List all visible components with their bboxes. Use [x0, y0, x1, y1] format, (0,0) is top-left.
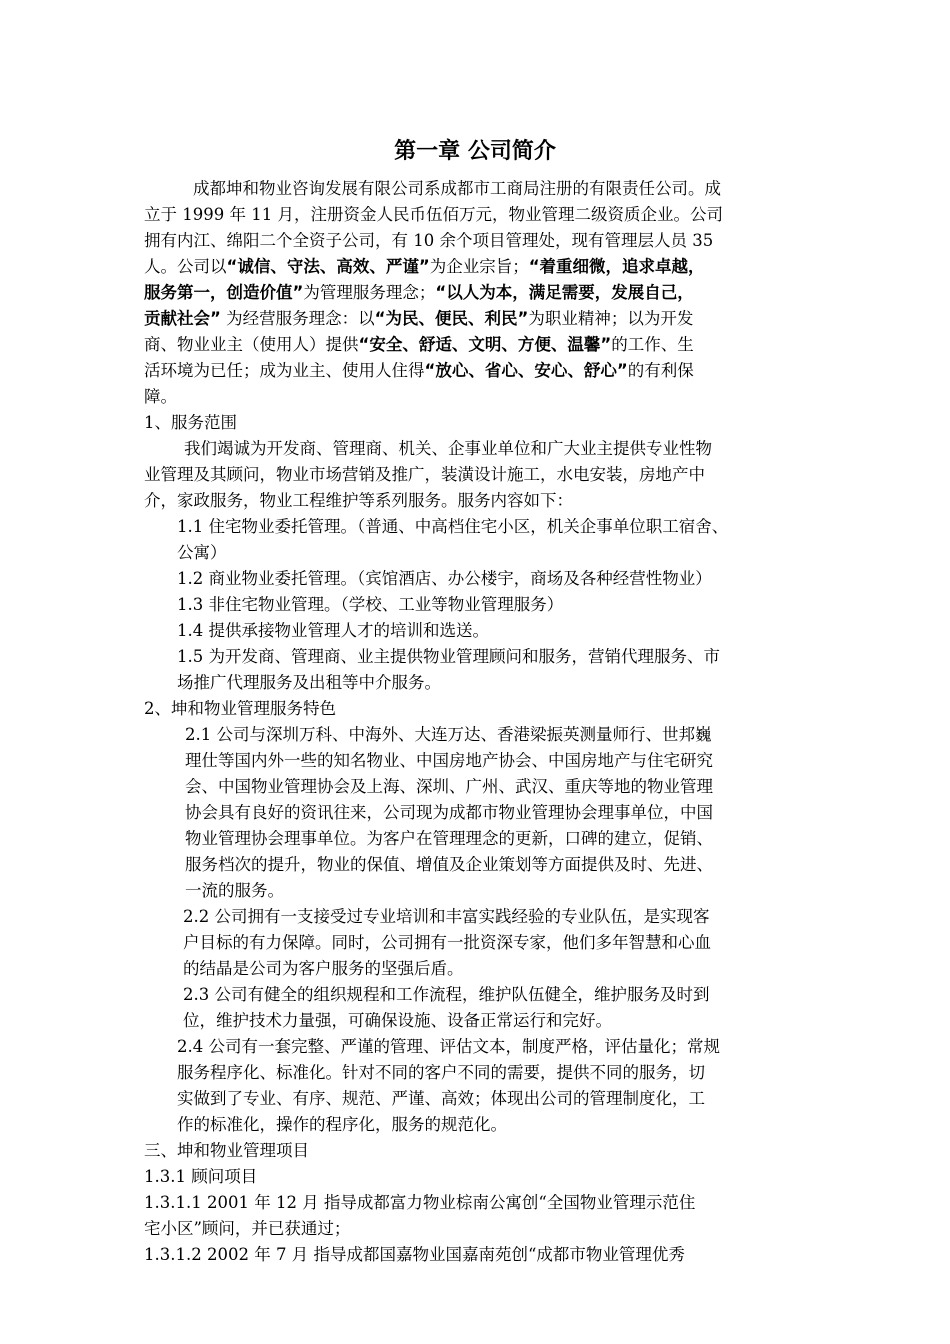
list-item: 一流的服务。 — [185, 881, 284, 900]
intro-line — [144, 359, 694, 383]
section-text: 介，家政服务，物业工程维护等系列服务。服务内容如下： — [144, 491, 573, 510]
list-item: 协会具有良好的资讯往来，公司现为成都市物业管理协会理事单位，中国 — [185, 803, 713, 822]
list-item: 1.3 非住宅物业管理。（学校、工业等物业管理服务） — [177, 595, 564, 614]
intro-line — [144, 255, 705, 279]
list-item: 服务程序化、标准化。针对不同的客户不同的需要，提供不同的服务，切 — [177, 1063, 705, 1082]
intro-text: 商、物业业主（使用人）提供 — [144, 335, 359, 354]
intro-line — [144, 281, 694, 305]
intro-text: 人。公司以 — [144, 257, 227, 276]
list-item: 公寓） — [177, 543, 227, 562]
resident-goal: “放心、省心、安心、舒心” — [424, 361, 628, 380]
project-entry: 1.3.1.2 2002 年 7 月 指导成都国嘉物业国嘉南苑创“成都市物业管理优秀 — [144, 1245, 685, 1264]
intro-line: 立于 1999 年 11 月，注册资金人民币伍佰万元，物业管理二级资质企业。公司 — [144, 205, 723, 224]
list-item: 物业管理协会理事单位。为客户在管理理念的更新，口碑的建立，促销、 — [185, 829, 713, 848]
section-heading: 2、坤和物业管理服务特色 — [144, 699, 336, 718]
company-motto: “诚信、守法、高效、严谨” — [226, 257, 430, 276]
list-item: 实做到了专业、有序、规范、严谨、高效；体现出公司的管理制度化，工 — [177, 1089, 705, 1108]
page-title: 第一章 公司简介 — [394, 139, 556, 164]
list-item: 场推广代理服务及出租等中介服务。 — [177, 673, 441, 692]
subsection-heading: 1.3.1 顾问项目 — [144, 1167, 258, 1186]
project-entry: 1.3.1.1 2001 年 12 月 指导成都富力物业棕南公寓创“全国物业管理示范住 — [144, 1193, 696, 1212]
list-item: 1.1 住宅物业委托管理。（普通、中高档住宅小区，机关企事单位职工宿舍、 — [177, 517, 729, 536]
intro-text: 的工作、生 — [611, 335, 694, 354]
intro-text: 的有利保 — [627, 361, 694, 380]
management-concept: 服务第一，创造价值” — [144, 283, 304, 302]
list-item: 理仕等国内外一些的知名物业、中国房地产协会、中国房地产与住宅研究 — [185, 751, 713, 770]
list-item: 2.3 公司有健全的组织规程和工作流程，维护队伍健全，维护服务及时到 — [183, 985, 710, 1004]
business-concept: 贡献社会” — [144, 309, 221, 328]
intro-line — [144, 307, 693, 331]
list-item: 2.2 公司拥有一支接受过专业培训和丰富实践经验的专业队伍，是实现客 — [183, 907, 710, 926]
intro-line: 成都坤和物业咨询发展有限公司系成都市工商局注册的有限责任公司。成 — [193, 179, 721, 198]
intro-text: 为企业宗旨； — [429, 257, 529, 276]
intro-text: 活环境为已任；成为业主、使用人住得 — [144, 361, 425, 380]
list-item: 2.4 公司有一套完整、严谨的管理、评估文本，制度严格，评估量化；常规 — [177, 1037, 720, 1056]
section-heading: 1、服务范围 — [144, 413, 237, 432]
intro-line: 障。 — [144, 387, 177, 406]
section-text: 我们竭诚为开发商、管理商、机关、企事业单位和广大业主提供专业性物 — [184, 439, 712, 458]
list-item: 会、中国物业管理协会及上海、深圳、广州、武汉、重庆等地的物业管理 — [185, 777, 713, 796]
service-goal: “安全、舒适、文明、方便、温馨” — [358, 335, 612, 354]
list-item: 服务档次的提升，物业的保值、增值及企业策划等方面提供及时、先进、 — [185, 855, 713, 874]
list-item: 1.4 提供承接物业管理人才的培训和选送。 — [177, 621, 489, 640]
list-item: 位，维护技术力量强，可确保设施、设备正常运行和完好。 — [183, 1011, 612, 1030]
list-item: 作的标准化，操作的程序化，服务的规范化。 — [177, 1115, 507, 1134]
management-concept: “着重细微，追求卓越， — [528, 257, 705, 276]
intro-text: 为经营服务理念：以 — [220, 309, 375, 328]
list-item: 1.2 商业物业委托管理。（宾馆酒店、办公楼宇，商场及各种经营性物业） — [177, 569, 712, 588]
intro-line — [144, 333, 694, 357]
list-item: 户目标的有力保障。同时，公司拥有一批资深专家，他们多年智慧和心血 — [183, 933, 711, 952]
intro-line: 拥有内江、绵阳二个全资子公司，有 10 余个项目管理处，现有管理层人员 35 — [144, 231, 714, 250]
list-item: 的结晶是公司为客户服务的坚强后盾。 — [183, 959, 464, 978]
professional-spirit: “为民、便民、利民” — [374, 309, 529, 328]
section-text: 业管理及其顾问，物业市场营销及推广，装潢设计施工，水电安装，房地产中 — [144, 465, 705, 484]
intro-text: 为职业精神；以为开发 — [528, 309, 694, 328]
intro-text: 为管理服务理念； — [303, 283, 436, 302]
list-item: 1.5 为开发商、管理商、业主提供物业管理顾问和服务，营销代理服务、市 — [177, 647, 720, 666]
section-heading: 三、坤和物业管理项目 — [144, 1141, 309, 1160]
project-entry: 宅小区”顾问，并已获通过； — [144, 1219, 351, 1238]
business-concept: “以人为本，满足需要，发展自己， — [435, 283, 694, 302]
list-item: 2.1 公司与深圳万科、中海外、大连万达、香港梁振英测量师行、世邦巍 — [185, 725, 712, 744]
